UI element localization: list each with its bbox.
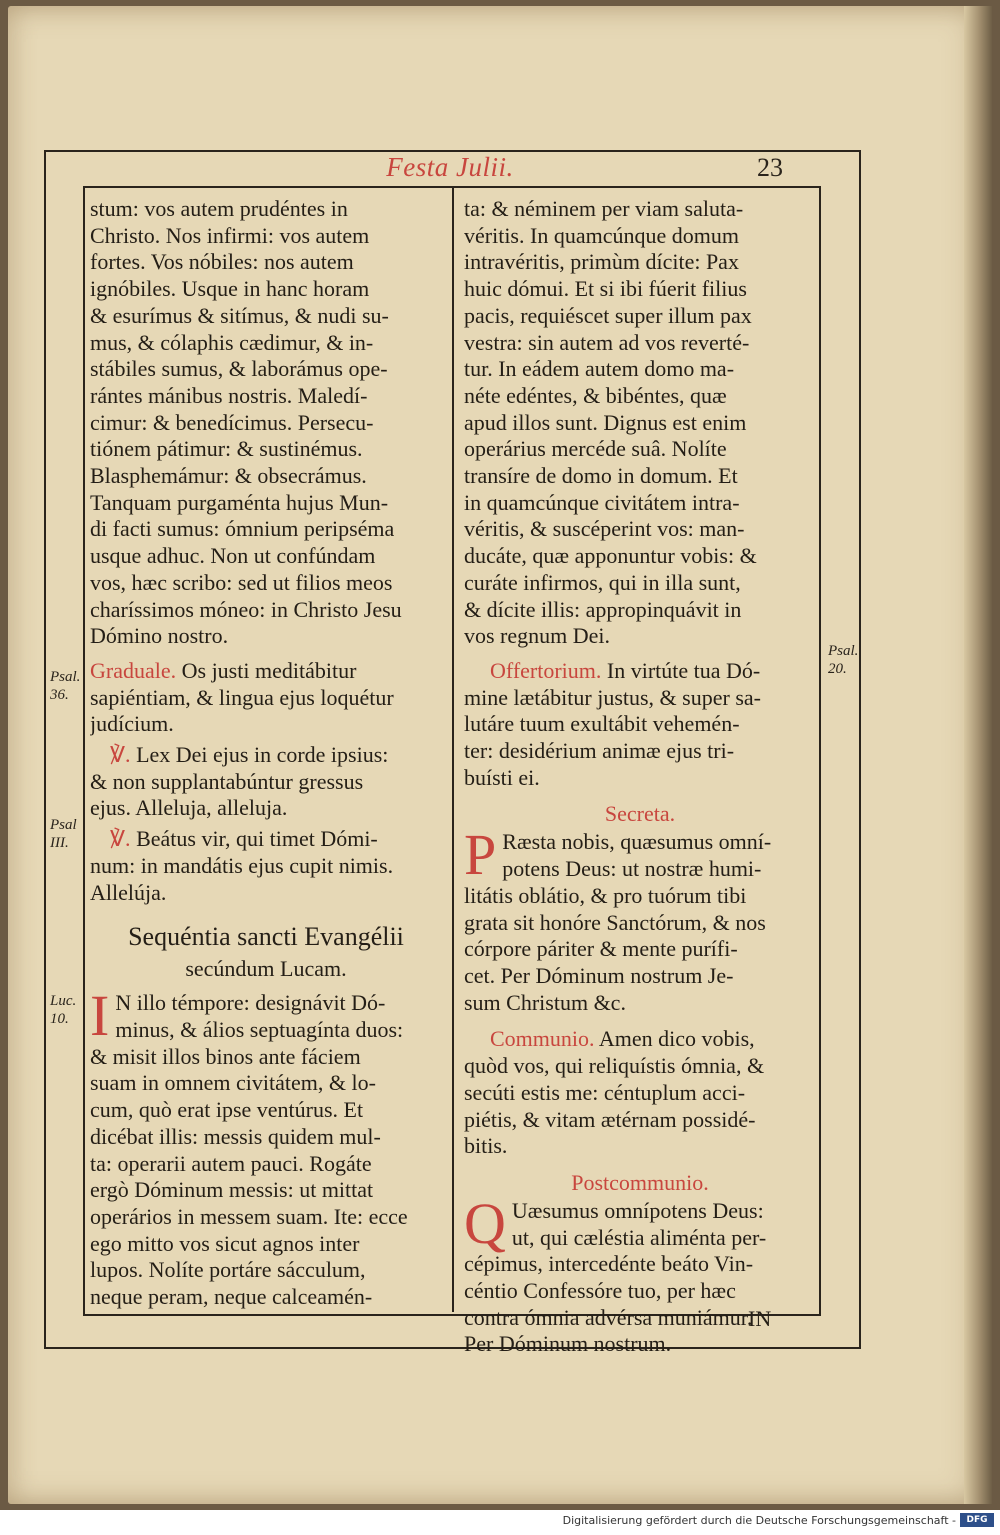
gospel-line: & misit illos binos ante fáciem (90, 1043, 361, 1069)
epistle-line: cimur: & benedícimus. Persecu- (90, 409, 374, 435)
margin-note-text: Psal (50, 817, 77, 833)
epistle-line: tiónem pátimur: & sustinémus. (90, 436, 363, 462)
verse-block-1 (90, 742, 442, 769)
gospel-line: suam in omnem civitátem, & lo- (90, 1070, 376, 1096)
gospel-line: pacis, requiéscet super illum pax (464, 302, 752, 328)
epistle-line: ignóbiles. Usque in hanc horam (90, 276, 370, 302)
epistle-line: Blasphemámur: & obsecrámus. (90, 463, 367, 489)
gradual-label: Graduale. (90, 657, 177, 683)
epistle-line: vos, hæc scribo: sed ut filios meos (90, 569, 393, 595)
postcommunion-dropcap: Q (464, 1190, 506, 1256)
offertory-line: ter: desidérium animæ ejus tri- (464, 738, 735, 764)
gospel-line: ta: operarii autem pauci. Rogáte (90, 1150, 372, 1176)
epistle-line: stum: vos autem prudéntes in (90, 196, 348, 221)
gospel-dropcap: I (90, 983, 110, 1049)
epistle-line: Christo. Nos infirmi: vos autem (90, 222, 370, 248)
gospel-line: néte edéntes, & bibéntes, quæ (464, 382, 727, 408)
gospel-line: cum, quò erat ipse ventúrus. Et (90, 1097, 364, 1123)
secret-line: córpore páriter & mente purífi- (464, 936, 738, 962)
gradual-line: Os justi meditábitur (181, 657, 357, 683)
gospel-line: ego mitto vos sicut agnos inter (90, 1230, 360, 1256)
secret-line: Ræsta nobis, quæsumus omní- (502, 829, 772, 855)
gospel-line: huic dómui. Et si ibi fúerit filius (464, 276, 747, 302)
margin-note-luc-10 (50, 992, 86, 1028)
margin-note-psal-36 (50, 668, 86, 704)
epistle-text (90, 196, 442, 650)
margin-note-psal-20 (828, 642, 864, 678)
running-head: Festa Julii. (386, 152, 514, 182)
footer-credit: Digitalisierung gefördert durch die Deutsche Forschungsgemeinschaft - (562, 1514, 956, 1527)
epistle-line: di facti sumus: ómnium peripséma (90, 516, 395, 542)
communion-line: piétis, & vitam ætérnam possidé- (464, 1106, 756, 1132)
gospel-line: in quamcúnque civitátem intra- (464, 489, 740, 515)
gospel-line: vestra: sin autem ad vos reverté- (464, 329, 750, 355)
epistle-line: mus, & cólaphis cædimur, & in- (90, 329, 374, 355)
verse-line: Beátus vir, qui timet Dómi- (136, 826, 378, 852)
gospel-line: véritis. In quamcúnque domum (464, 222, 739, 248)
secret-text (464, 822, 816, 1016)
gospel-line: lupos. Nolíte portáre sácculum, (90, 1257, 366, 1283)
margin-note-text: Psal. (828, 643, 859, 659)
right-column (464, 196, 816, 1358)
postcommunion-title: Postcommunio. (571, 1169, 709, 1195)
verse-line: ejus. Alleluja, alleluja. (90, 795, 288, 821)
secret-line: sum Christum &c. (464, 989, 626, 1015)
postcommunion-line: cépimus, intercedénte beáto Vin- (464, 1251, 754, 1277)
epistle-line: usque adhuc. Non ut confúndam (90, 543, 376, 569)
offertory-line: lutáre tuum exultábit vehemén- (464, 711, 740, 737)
margin-note-text: III. (50, 835, 69, 851)
gospel-line: operários in messem suam. Ite: ecce (90, 1203, 408, 1229)
gospel-line: ducáte, quæ apponuntur vobis: & (464, 543, 757, 569)
gospel-line: N illo témpore: designávit Dó- (115, 990, 386, 1016)
postcommunion-line: céntio Confessóre tuo, per hæc (464, 1278, 736, 1304)
gospel-line: ergò Dóminum messis: ut mittat (90, 1177, 374, 1203)
communion-line: Amen dico vobis, (598, 1026, 755, 1052)
epistle-line: Tanquam purgaménta hujus Mun- (90, 489, 389, 515)
gospel-line: tur. In eádem autem domo ma- (464, 356, 735, 382)
offertory-block (464, 658, 816, 792)
epistle-line: Dómino nostro. (90, 623, 229, 649)
gospel-text (90, 983, 442, 1310)
verse-line: Allelúja. (90, 879, 167, 905)
postcommunion-line: contra ómnia advérsa muniámur. (464, 1304, 753, 1330)
margin-note-text: 20. (828, 661, 847, 677)
communion-line: quòd vos, qui reliquístis ómnia, & (464, 1053, 765, 1079)
postcommunion-line: ut, qui cæléstia aliménta per- (511, 1224, 767, 1250)
catchword: IN (748, 1306, 772, 1331)
gospel-continuation (464, 196, 816, 650)
secret-line: grata sit honóre Sanctórum, & nos (464, 909, 766, 935)
column-divider (452, 186, 454, 1312)
verse-mark: ℣. (110, 742, 131, 768)
epistle-line: stábiles sumus, & laborámus ope- (90, 356, 388, 382)
gospel-heading: Sequéntia sancti Evangélii (128, 922, 404, 952)
postcommunion-line: Per Dóminum nostrum. (464, 1331, 672, 1357)
postcommunion-text (464, 1190, 816, 1358)
margin-note-psal-111 (50, 816, 86, 852)
communion-block (464, 1026, 816, 1160)
communion-line: secúti estis me: céntuplum acci- (464, 1079, 746, 1105)
gospel-line: neque peram, neque calceamén- (90, 1284, 373, 1310)
page-number: 23 (757, 153, 783, 182)
margin-note-text: Psal. (50, 669, 81, 685)
margin-note-text: 10. (50, 1011, 69, 1027)
left-column (90, 196, 442, 1311)
dfg-logo: DFG (960, 1513, 994, 1527)
verse-line: Lex Dei ejus in corde ipsius: (136, 742, 389, 768)
postcommunion-line: Uæsumus omnípotens Deus: (511, 1197, 764, 1223)
epistle-line: fortes. Vos nóbiles: nos autem (90, 249, 354, 275)
gospel-line: apud illos sunt. Dignus est enim (464, 409, 747, 435)
verse-block-2 (90, 826, 442, 853)
verse-line: num: in mandátis ejus cupit nimis. (90, 852, 394, 878)
verse-mark: ℣. (110, 826, 131, 852)
gradual-line: judícium. (90, 711, 174, 737)
epistle-line: rántes mánibus nostris. Maledí- (90, 382, 368, 408)
offertory-line: buísti ei. (464, 764, 540, 790)
gospel-line: & dícite illis: appropinquávit in (464, 596, 742, 622)
epistle-line: charíssimos móneo: in Christo Jesu (90, 596, 402, 622)
gospel-line: ta: & néminem per viam saluta- (464, 196, 744, 221)
secret-title: Secreta. (604, 801, 676, 827)
gospel-line: dicébat illis: messis quidem mul- (90, 1123, 381, 1149)
margin-note-text: Luc. (50, 993, 77, 1009)
gospel-line: curáte infirmos, qui in illa sunt, (464, 569, 741, 595)
communion-label: Communio. (490, 1026, 595, 1052)
secret-line: potens Deus: ut nostræ humi- (502, 856, 762, 882)
offertory-label: Offertorium. (490, 657, 602, 683)
page-edge (964, 6, 992, 1504)
margin-note-text: 36. (50, 687, 69, 703)
gradual-line: sapiéntiam, & lingua ejus loquétur (90, 684, 394, 710)
secret-line: cet. Per Dóminum nostrum Je- (464, 962, 734, 988)
gospel-line: vos regnum Dei. (464, 623, 611, 649)
secret-line: litátis oblátio, & pro tuórum tibi (464, 882, 747, 908)
verse-line: & non supplantabúntur gressus (90, 768, 364, 794)
gospel-line: intravéritis, primùm dícite: Pax (464, 249, 739, 275)
offertory-line: mine lætábitur justus, & super sa- (464, 684, 761, 710)
gospel-line: véritis, & suscéperint vos: man- (464, 516, 745, 542)
gospel-line: minus, & álios septuagínta duos: (115, 1016, 404, 1042)
gospel-subheading: secúndum Lucam. (185, 956, 347, 982)
gradual-block (90, 658, 442, 738)
offertory-line: In virtúte tua Dó- (606, 657, 761, 683)
communion-line: bitis. (464, 1133, 508, 1159)
epistle-line: & esurímus & sitímus, & nudi su- (90, 302, 389, 328)
gospel-line: operárius mercéde suâ. Nolíte (464, 436, 727, 462)
secret-dropcap: P (464, 822, 497, 888)
gospel-line: transíre de domo in domum. Et (464, 463, 738, 489)
